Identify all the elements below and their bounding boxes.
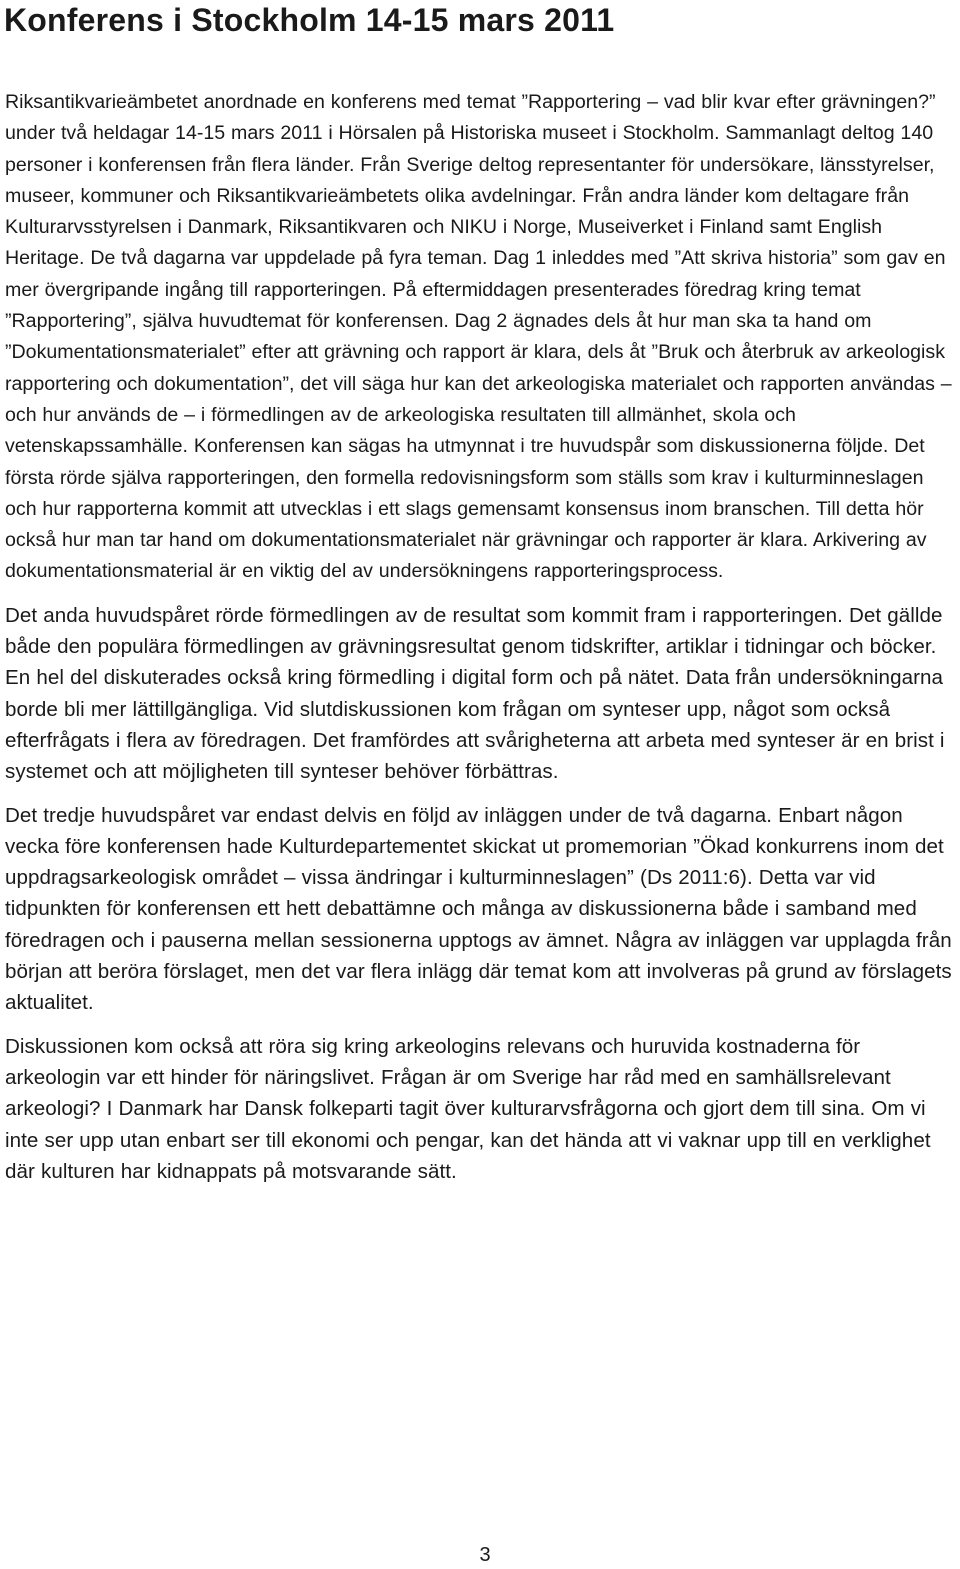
page-title: Konferens i Stockholm 14-15 mars 2011 (4, 2, 615, 38)
paragraph-relevance-discussion: Diskussionen kom också att röra sig kring arkeologins relevans och huruvida kostnaderna för arkeologin var ett hinder för näringslivet. Frågan är om Sverige har råd med en samhällsrelevant arkeologi? I Danmark har Dansk folkeparti tagit över kulturarvsfrågorna och gjort dem till sina. Om vi inte ser upp utan enbart ser till ekonomi och pengar, kan det hända att vi vaknar upp till en verklighet där kulturen har kidnappats på motsvarande sätt. (5, 1034, 931, 1183)
paragraph-second-track: Det anda huvudspåret rörde förmedlingen av de resultat som kommit fram i rapporteringen. Det gällde både den populära förmedlingen av grävningsresultat genom tidskrifter, artiklar i tidningar och böcker. En hel del diskuterades också kring förmedling i digital form och på nätet. Data från undersökningarna borde bli mer lättillgängliga. Vid slutdiskussionen kom frågan om synteser upp, något som också efterfrågats i flera av föredragen. Det framfördes att svårigheterna att arbeta med synteser är en brist i systemet och att möjligheten till synteser behöver förbättras. (5, 603, 945, 784)
page-number: 3 (479, 1544, 491, 1566)
article-body (5, 87, 960, 1187)
paragraph-third-track: Det tredje huvudspåret var endast delvis en följd av inläggen under de två dagarna. Enbart någon vecka före konferensen hade Kulturdepartementet skickat ut promemorian ”Ökad konkurrens inom det uppdragsarkeologisk området – vissa ändringar i kulturminneslagen” (Ds 2011:6). Detta var vid tidpunkten för konferensen ett hett debattämne och många av diskussionerna både i samband med föredragen och i pauserna mellan sessionerna upptogs av ämnet. Några av inläggen var upplagda från början att beröra förslaget, men det var flera inlägg där temat kom att involveras på grund av förslagets aktualitet. (5, 803, 952, 1015)
paragraph-conference-overview: Riksantikvarieämbetet anordnade en konferens med temat ”Rapportering – vad blir kvar efter grävningen?” under två heldagar 14-15 mars 2011 i Hörsalen på Historiska museet i Stockholm. Sammanlagt deltog 140 personer i konferensen från flera länder. Från Sverige deltog representanter för undersökare, länsstyrelser, museer, kommuner och Riksantikvarieämbetets olika avdelningar. Från andra länder kom deltagare från Kulturarvsstyrelsen i Danmark, Riksantikvaren och NIKU i Norge, Museiverket i Finland samt English Heritage. De två dagarna var uppdelade på fyra teman. Dag 1 inleddes med ”Att skriva historia” som gav en mer övergripande ingång till rapporteringen. På eftermiddagen presenterades föredrag kring temat ”Rapportering”, själva huvudtemat för konferensen. Dag 2 ägnades dels åt hur man ska ta hand om ”Dokumentationsmaterialet” efter att grävning och rapport är klara, dels åt ”Bruk och återbruk av arkeologisk rapportering och dokumentation”, det vill säga hur kan det arkeologiska materialet och rapporten användas – och hur används de – i förmedlingen av de arkeologiska resultaten till allmänhet, skola och vetenskapssamhälle. Konferensen kan sägas ha utmynnat i tre huvudspår som diskussionerna följde. Det första rörde själva rapporteringen, den formella redovisningsform som ställs som krav i kulturminneslagen och hur rapporterna kommit att utvecklas i ett slags gemensamt konsensus inom branschen. Till detta hör också hur man tar hand om dokumentationsmaterialet när grävningar och rapporter är klara. Arkivering av dokumentationsmaterial är en viktig del av undersökningens rapporteringsprocess. (5, 91, 952, 583)
